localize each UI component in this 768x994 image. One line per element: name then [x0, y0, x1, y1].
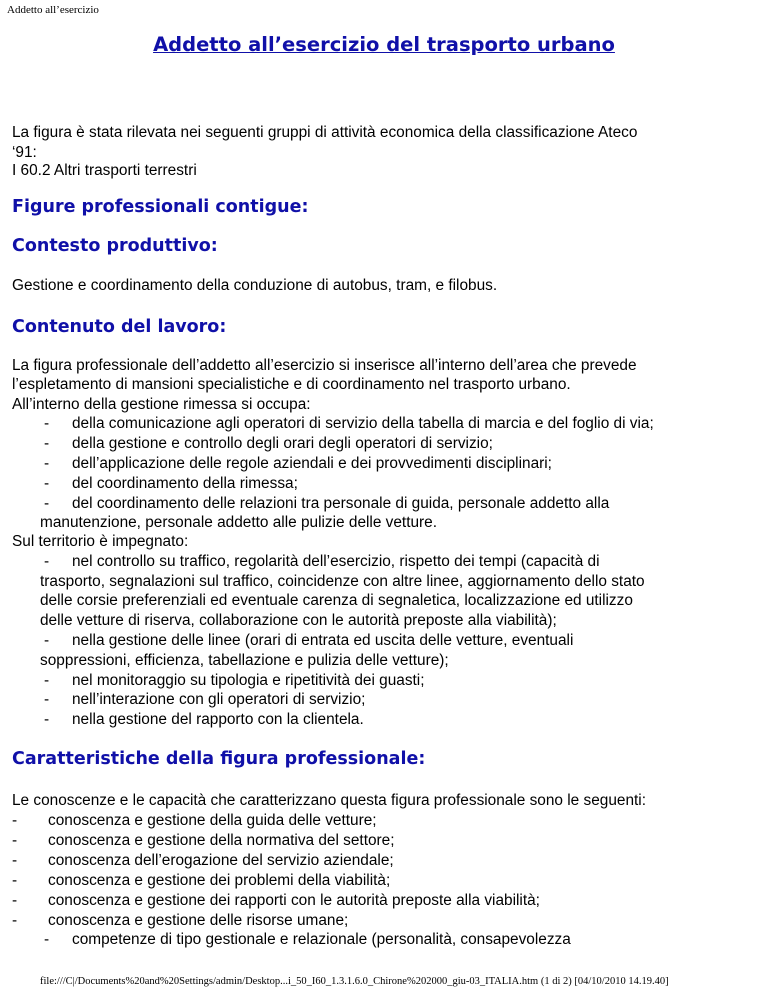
- list-item: della comunicazione agli operatori di servizio della tabella di marcia e del foglio di via;: [72, 415, 654, 432]
- list-item: competenze di tipo gestionale e relazionale (personalità, consapevolezza: [72, 931, 571, 948]
- list-dash: -: [12, 812, 18, 829]
- list-item: conoscenza e gestione delle risorse umane;: [48, 912, 349, 929]
- footer-file-path: file:///C|/Documents%20and%20Settings/admin/Desktop...i_50_I60_1.3.1.6.0_Chirone%202000_giu-03_ITALIA.htm (1 di 2) [04/10/2010 14.19.40]: [40, 976, 669, 987]
- heading-contenuto: Contenuto del lavoro:: [12, 317, 227, 337]
- contenuto-para-line-2: l’espletamento di mansioni specialistiche e di coordinamento nel trasporto urbano.: [12, 376, 571, 393]
- list-dash: -: [44, 691, 50, 708]
- list-dash: -: [12, 872, 18, 889]
- list-item: nel controllo su traffico, regolarità dell’esercizio, rispetto dei tempi (capacità di: [72, 553, 600, 570]
- heading-contesto: Contesto produttivo:: [12, 236, 218, 256]
- list-item: nella gestione del rapporto con la clientela.: [72, 711, 364, 728]
- list-item-continuation: manutenzione, personale addetto alle pulizie delle vetture.: [40, 514, 438, 531]
- ateco-code: I 60.2 Altri trasporti terrestri: [12, 162, 197, 179]
- list-dash: -: [44, 415, 50, 432]
- list-item: della gestione e controllo degli orari degli operatori di servizio;: [72, 435, 493, 452]
- list-item-continuation: soppressioni, efficienza, tabellazione e pulizia delle vetture);: [40, 652, 449, 669]
- list-item: nel monitoraggio su tipologia e ripetitività dei guasti;: [72, 672, 425, 689]
- heading-caratteristiche: Caratteristiche della figura professionale:: [12, 749, 426, 769]
- list-dash: -: [12, 852, 18, 869]
- list-item: nell’interazione con gli operatori di servizio;: [72, 691, 366, 708]
- intro-line-1: La figura è stata rilevata nei seguenti gruppi di attività economica della classificazione Ateco: [12, 124, 638, 141]
- contesto-text: Gestione e coordinamento della conduzione di autobus, tram, e filobus.: [12, 277, 498, 294]
- list-item: conoscenza dell’erogazione del servizio aziendale;: [48, 852, 394, 869]
- list-dash: -: [12, 892, 18, 909]
- heading-figure-contigue: Figure professionali contigue:: [12, 197, 309, 217]
- list-dash: -: [44, 711, 50, 728]
- list-item: conoscenza e gestione della guida delle vetture;: [48, 812, 377, 829]
- list-dash: -: [44, 632, 50, 649]
- list-item: del coordinamento della rimessa;: [72, 475, 298, 492]
- caratteristiche-intro: Le conoscenze e le capacità che caratterizzano questa figura professionale sono le seguenti:: [12, 792, 646, 809]
- list-item: del coordinamento delle relazioni tra personale di guida, personale addetto alla: [72, 495, 610, 512]
- list-dash: -: [44, 931, 50, 948]
- list-item: conoscenza e gestione dei rapporti con le autorità preposte alla viabilità;: [48, 892, 540, 909]
- page-title: Addetto all’esercizio del trasporto urbano: [153, 33, 615, 56]
- list-item: conoscenza e gestione della normativa del settore;: [48, 832, 395, 849]
- list-item-continuation: delle corsie preferenziali ed eventuale carenza di segnaletica, localizzazione ed utilizzo: [40, 592, 633, 609]
- list-dash: -: [12, 912, 18, 929]
- list-item-continuation: trasporto, segnalazioni sul traffico, coincidenze con altre linee, aggiornamento dello stato: [40, 573, 645, 590]
- intro-line-2: ‘91:: [12, 144, 37, 161]
- contenuto-para-line-1: La figura professionale dell’addetto all’esercizio si inserisce all’interno dell’area che prevede: [12, 357, 637, 374]
- list-item-continuation: delle vetture di riserva, collaborazione con le autorità preposte alla viabilità);: [40, 612, 557, 629]
- list-dash: -: [44, 553, 50, 570]
- running-header: Addetto all’esercizio: [7, 4, 99, 16]
- list-dash: -: [44, 435, 50, 452]
- list-dash: -: [44, 475, 50, 492]
- list-dash: -: [12, 832, 18, 849]
- rimessa-intro: All’interno della gestione rimessa si occupa:: [12, 396, 311, 413]
- territorio-intro: Sul territorio è impegnato:: [12, 533, 189, 550]
- list-dash: -: [44, 672, 50, 689]
- list-item: nella gestione delle linee (orari di entrata ed uscita delle vetture, eventuali: [72, 632, 574, 649]
- list-item: conoscenza e gestione dei problemi della viabilità;: [48, 872, 391, 889]
- list-dash: -: [44, 455, 50, 472]
- list-dash: -: [44, 495, 50, 512]
- list-item: dell’applicazione delle regole aziendali e dei provvedimenti disciplinari;: [72, 455, 552, 472]
